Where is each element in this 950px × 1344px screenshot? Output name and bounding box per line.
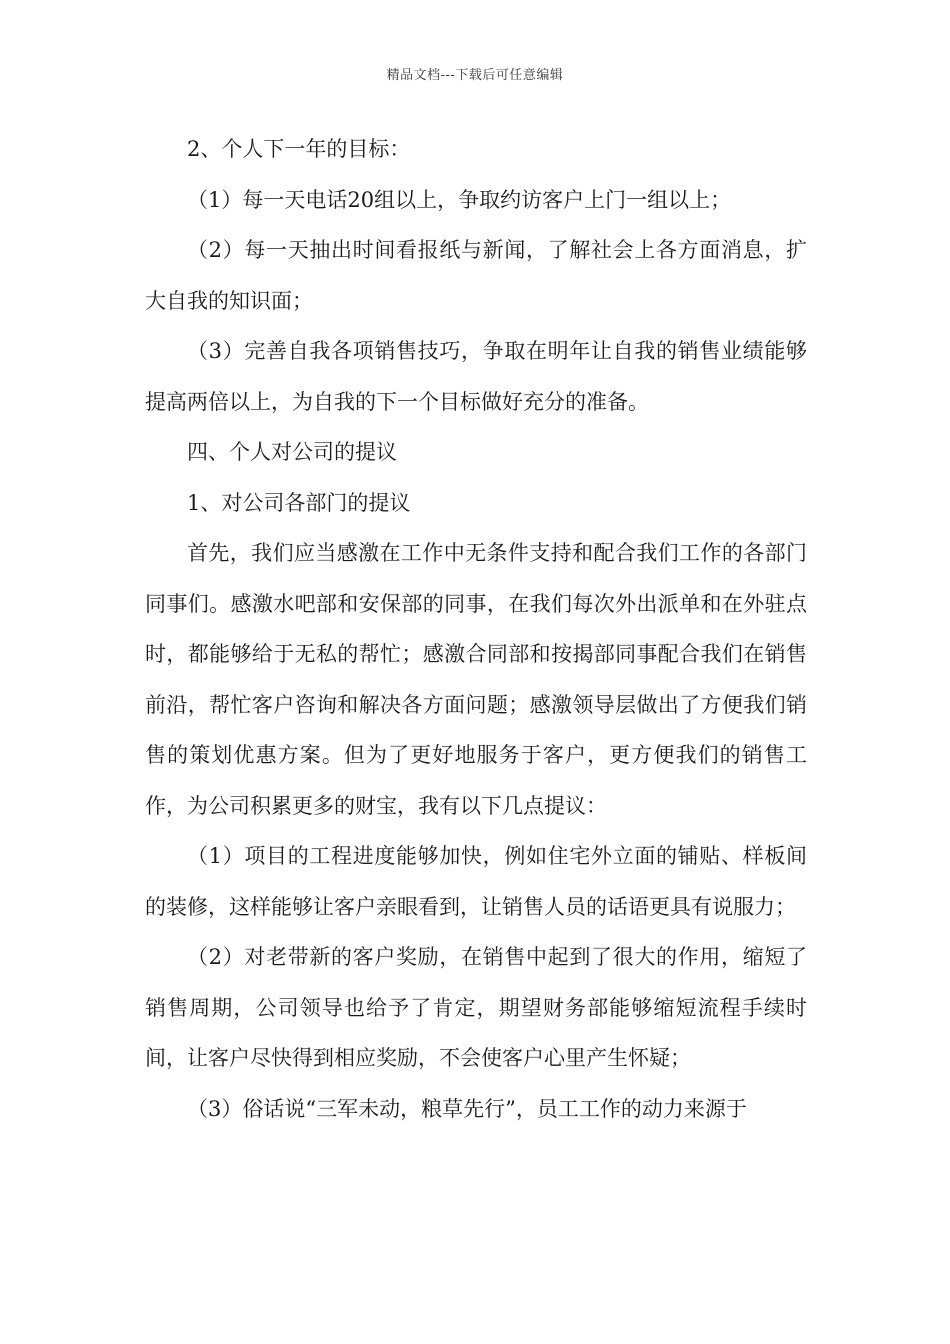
paragraph-suggestion-3: （3）俗话说“三军未动，粮草先行”，员工工作的动力来源于 — [187, 1096, 747, 1121]
paragraph-suggestion-1: （1）项目的工程进度能够加快，例如住宅外立面的铺贴、样板间的装修，这样能够让客户亲眼看到，让销售人员的话语更具有说服力； — [145, 844, 807, 919]
paragraph-goal-3: （3）完善自我各项销售技巧，争取在明年让自我的销售业绩能够提高两倍以上，为自我的下一个目标做好充分的准备。 — [145, 339, 807, 414]
section-heading-suggestions: 四、个人对公司的提议 — [187, 440, 397, 464]
paragraph-goal-2: （2）每一天抽出时间看报纸与新闻，了解社会上各方面消息，扩大自我的知识面； — [145, 238, 807, 313]
paragraph-thanks: 首先，我们应当感激在工作中无条件支持和配合我们工作的各部门同事们。感激水吧部和安保部的同事，在我们每次外出派单和在外驻点时，都能够给于无私的帮忙；感激合同部和按揭部同事配合我们在销售前沿，帮忙客户咨询和解决各方面问题；感激领导层做出了方便我们销售的策划优惠方案。但为了更好地服务于客户，更方便我们的销售工作，为公司积累更多的财宝，我有以下几点提议： — [145, 541, 807, 818]
document-body — [145, 124, 807, 1134]
paragraph-goal-1: （1）每一天电话20组以上，争取约访客户上门一组以上； — [187, 187, 732, 212]
page-header: 精品文档---下载后可任意编辑 — [386, 68, 564, 83]
paragraph-goal-heading: 2、个人下一年的目标： — [187, 137, 411, 161]
paragraph-suggestion-2: （2）对老带新的客户奖励，在销售中起到了很大的作用，缩短了销售周期，公司领导也给予了肯定，期望财务部能够缩短流程手续时间，让客户尽快得到相应奖励，不会使客户心里产生怀疑； — [145, 945, 807, 1070]
subsection-heading-departments: 1、对公司各部门的提议 — [187, 490, 411, 515]
